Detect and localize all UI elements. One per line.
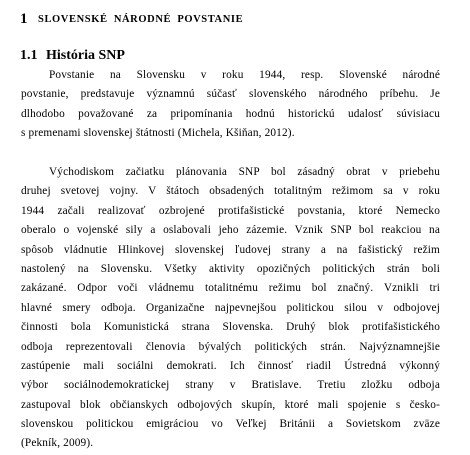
chapter-number: 1 [20,11,28,27]
text-line: slovenskou politickou emigráciou vo Veľkej Británii a Sovietskom zväze [21,418,440,431]
text-line: (Pekník, 2009). [21,437,94,450]
text-line: 1944 začali realizovať ozbrojené protifašistické povstania, ktoré Nemecko [21,204,440,217]
chapter-title: SLOVENSKÉ NÁRODNÉ POVSTANIE [38,14,244,25]
text-line: druhej svetovej vojny. V štátoch obsadených totalitným režimom sa v roku [21,185,440,198]
section-number: 1.1 [20,48,38,63]
text-line: dlhodobo považované za pripomínania hodnú historickú udalosť súvisiacu [21,107,440,120]
section-heading [20,48,125,64]
chapter-heading [20,11,460,31]
paragraph-1 [21,66,440,144]
text-line: Východiskom začiatku plánovania SNP bol zásadný obrat v priebehu [49,166,440,178]
text-line: zakázané. Odpor voči vládnemu totalitnému režimu bol značný. Vznikli tri [21,282,440,295]
text-line: odboja reprezentovali členovia bývalých politických strán. Najvýznamnejšie [21,340,440,353]
text-line: zastúpenie mali sociálni demokrati. Ich činnosť riadil Ústredná výkonný [21,359,440,372]
text-line: oberalo o vojenské sily a oslabovali jeho zázemie. Vznik SNP bol reakciou na [21,224,440,237]
text-line: nastolený na Slovensku. Všetky aktivity opozičných politických strán boli [21,262,440,275]
text-line: činnosti bola Komunistická strana Slovenska. Druhý blok protifašistického [21,321,440,334]
text-line: povstanie, predstavuje významnú súčasť slovenského národného príbehu. Je [21,88,440,101]
text-line: s premenami slovenskej štátnosti (Michela, Kšiňan, 2012). [21,127,295,140]
text-line: Povstanie na Slovensku v roku 1944, resp. Slovenské národné [49,69,440,81]
text-line: hlavné smery odboja. Organizačne najpevnejšou politickou silou v odbojovej [21,301,440,314]
section-title: História SNP [46,48,125,63]
text-line: zastupoval blok občianskych odbojových skupín, ktoré mali spojenie s česko- [21,398,440,411]
text-line: spôsob vládnutie Hlinkovej slovenskej ľudovej strany a na fašistický režim [21,243,440,256]
text-line: výbor sociálnodemokratickej strany v Bratislave. Tretiu zložku odboja [21,379,440,392]
paragraph-2 [21,163,440,454]
